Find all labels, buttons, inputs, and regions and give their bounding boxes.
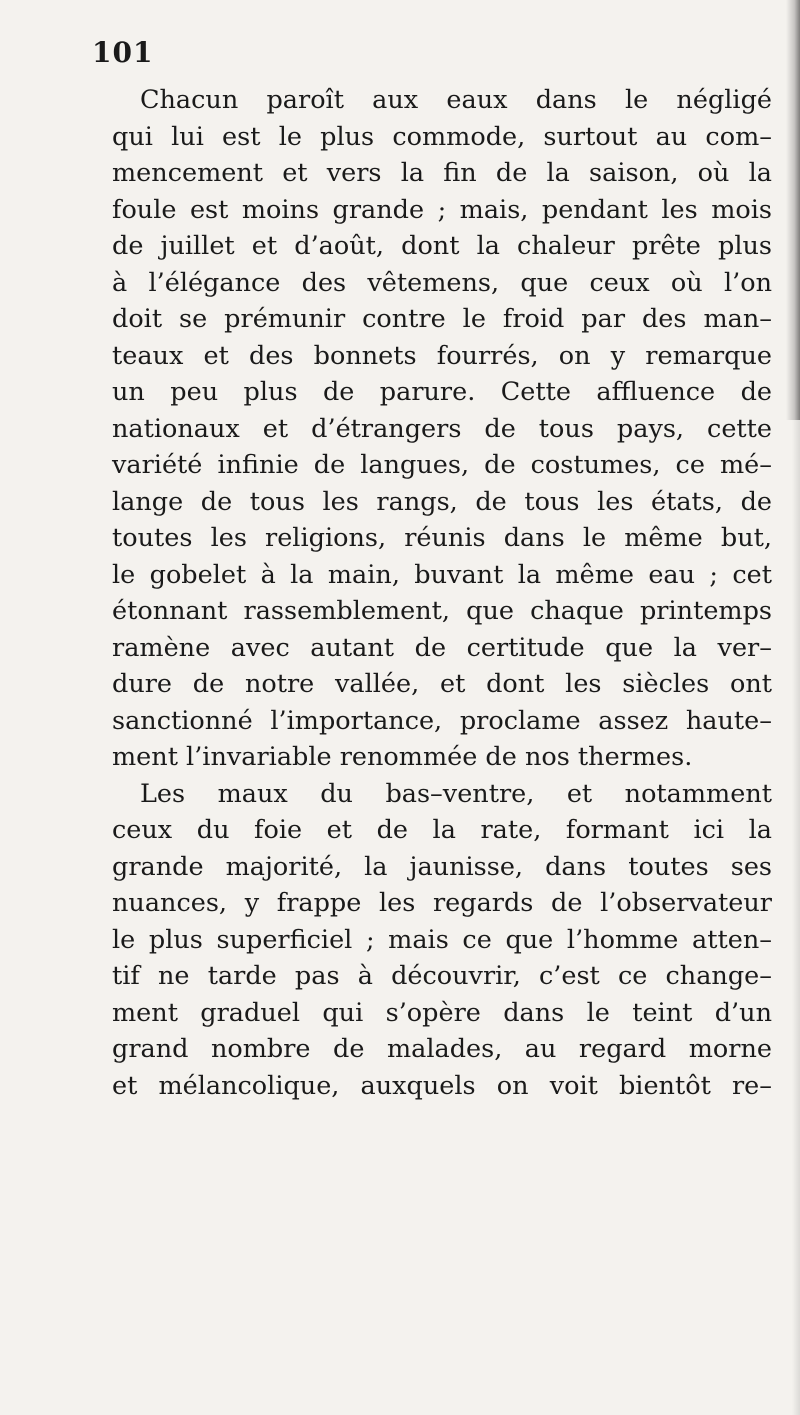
text-line: dure de notre vallée, et dont les siècles ont (112, 669, 772, 699)
page-edge-shadow-lower (792, 420, 800, 1415)
text-line: un peu plus de parure. Cette affluence de (112, 377, 772, 407)
text-line: ceux du foie et de la rate, formant ici la (112, 815, 772, 845)
text-line: Les maux du bas–ventre, et notamment (140, 778, 772, 809)
text-line: variété infinie de langues, de costumes, ce mé– (112, 450, 772, 480)
text-line: ment l’invariable renommée de nos thermes. (112, 742, 693, 772)
text-line: teaux et des bonnets fourrés, on y remarque (112, 340, 772, 371)
text-line: foule est moins grande ; mais, pendant les mois (112, 194, 772, 225)
text-line: ramène avec autant de certitude que la ver– (112, 632, 772, 663)
text-line: grand nombre de malades, au regard morne (112, 1034, 772, 1064)
text-line: qui lui est le plus commode, surtout au com– (112, 121, 772, 152)
text-line: de juillet et d’août, dont la chaleur prête plus (112, 231, 772, 261)
page-number: 101 (92, 36, 154, 69)
text-line: nuances, y frappe les regards de l’observateur (112, 888, 772, 918)
text-line: doit se prémunir contre le froid par des man– (112, 304, 772, 334)
text-line: toutes les religions, réunis dans le même but, (112, 523, 772, 553)
body-text (112, 82, 772, 1104)
text-line: ment graduel qui s’opère dans le teint d’un (112, 997, 772, 1028)
text-line: tif ne tarde pas à découvrir, c’est ce change– (112, 961, 772, 991)
text-line: Chacun paroît aux eaux dans le négligé (140, 85, 772, 115)
text-line: grande majorité, la jaunisse, dans toutes ses (112, 851, 772, 882)
text-line: nationaux et d’étrangers de tous pays, cette (112, 413, 772, 444)
text-line: et mélancolique, auxquels on voit bientôt re– (112, 1070, 772, 1101)
text-line: sanctionné l’importance, proclame assez haute– (112, 705, 772, 736)
text-line: mencement et vers la fin de la saison, où la (112, 158, 772, 188)
text-line: lange de tous les rangs, de tous les états, de (112, 486, 772, 517)
text-line: à l’élégance des vêtemens, que ceux où l’on (112, 267, 772, 298)
page-edge-shadow (786, 0, 800, 420)
text-line: étonnant rassemblement, que chaque printemps (112, 596, 772, 626)
text-line: le plus superficiel ; mais ce que l’homme atten– (112, 924, 772, 955)
text-line: le gobelet à la main, buvant la même eau ; cet (112, 559, 772, 590)
